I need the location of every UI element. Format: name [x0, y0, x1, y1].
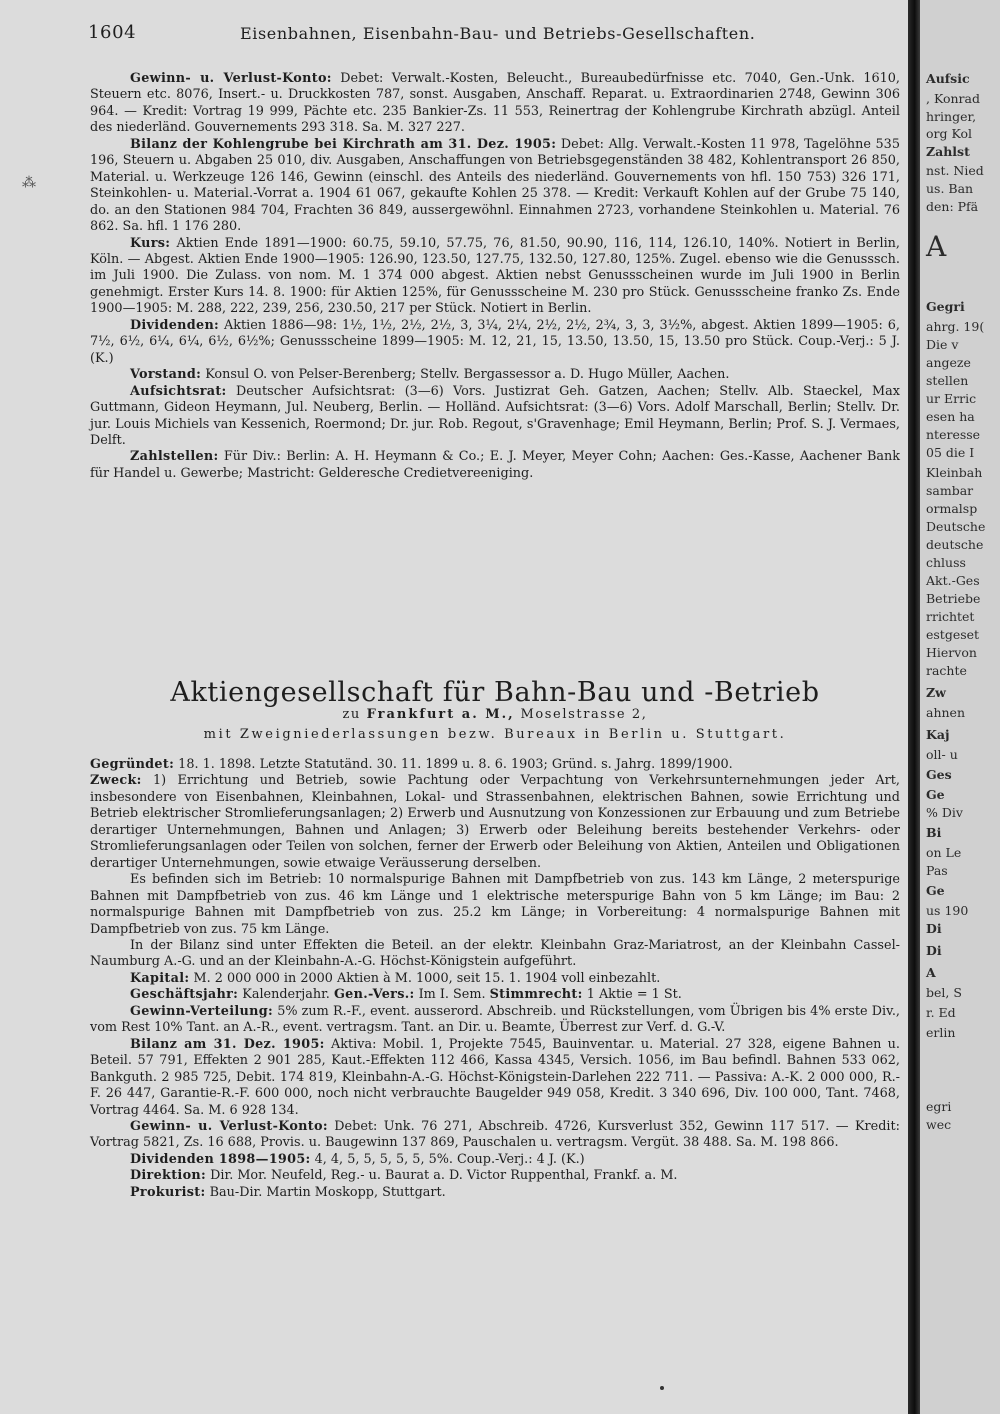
- right-page-fragment: sambar: [926, 483, 974, 498]
- right-page-fragment: Kleinbah: [926, 465, 983, 480]
- right-page-fragment: esen ha: [926, 409, 975, 424]
- paragraph-kurs: Kurs: Aktien Ende 1891—1900: 60.75, 59.10, 57.75, 76, 81.50, 90.90, 116, 114, 126.10, 140%. Notiert in Berlin, Köln. — Abgest. Aktien Ende 1900—1905: 126.90, 123.50, 127.75, 132.50, 127.80, 125%. Zugel. ebenso wie die Genusssch. im Juli 1900. Die Zulass. von nom. M. 1 374 000 abgest. Aktien nebst Genussscheinen wurde im Juli 1900 in Berlin genehmigt. Erster Kurs 14. 8. 1900: für Aktien 125%, für Genussscheine M. 230 pro Stück. Genussscheine franko Zs. Ende 1900—1905: M. 288, 222, 239, 256, 230.50, 217 per Stück. Notiert in Berlin.: [90, 235, 900, 317]
- paragraph-kapital: Kapital: M. 2 000 000 in 2000 Aktien à M. 1000, seit 15. 1. 1904 voll einbezahlt.: [130, 970, 661, 986]
- paragraph-zweck: Zweck: 1) Errichtung und Betrieb, sowie Pachtung oder Verpachtung von Verkehrsunternehmungen jeder Art, insbesondere von Eisenbahnen, Kleinbahnen, Lokal- und Strassenbahnen, elektrischen Bahnen, sowie Errichtung und Betrieb elektrischer Stromlieferungsanlagen; 2) Erwerb und Ausnutzung von Konzessionen zur Erbauung und zum Betriebe derartiger Unternehmungen, Bahnen und Anlagen; 3) Erwerb oder Beleihung bereits bestehender Verkehrs- oder Stromlieferungsanlagen oder Teilen von solchen, ferner der Erwerb oder Beleihung von Aktien, Anteilen und Obligationen derartiger Unternehmungen, sowie etwaige Veräusserung derselben.: [90, 773, 900, 871]
- paragraph-betrieb: Es befinden sich im Betrieb: 10 normalspurige Bahnen mit Dampfbetrieb von zus. 143 km Länge, 2 meterspurige Bahnen mit Dampfbetrieb von zus. 46 km Länge und 1 elektrische meterspurige Bahn von 5 km Länge; im Bau: 2 normalspurige Bahnen mit Dampfbetrieb von zus. 25.2 km Länge; in Vorbereitung: 4 normalspurige Bahnen mit Dampfbetrieb von zus. 75 km Länge.: [90, 872, 900, 937]
- right-page-fragment: ahnen: [926, 705, 966, 720]
- paragraph-geschaeftsjahr: Geschäftsjahr: Kalenderjahr. Gen.-Vers.: Im I. Sem. Stimmrecht: 1 Aktie = 1 St.: [130, 987, 682, 1003]
- right-page-fragment: erlin: [926, 1025, 956, 1040]
- right-page-fragment: Kaj: [926, 727, 950, 742]
- running-title: Eisenbahnen, Eisenbahn-Bau- und Betriebs-Gesellschaften.: [240, 24, 756, 43]
- paragraph-bilanz: Bilanz am 31. Dez. 1905: Aktiva: Mobil. 1, Projekte 7545, Bauinventar. u. Material. 27 328, eigene Bahnen u. Beteil. 57 791, Effekten 2 901 285, Kaut.-Effekten 112 466, Kassa 4345, Versich. 1056, im Bau befindl. Bahnen 533 062, Bankguth. 2 985 725, Debit. 174 819, Kleinbahn-A.-G. Höchst-Königstein-Darlehen 222 711. — Passiva: A.-K. 2 000 000, R.-F. 26 447, Garantie-R.-F. 600 000, noch nicht verbrauchte Baugelder 949 058, Kredit. 3 340 696, Div. 100 000, Tant. 7468, Vortrag 4464. Sa. M. 6 928 134.: [90, 1036, 900, 1118]
- right-page-fragment: Die v: [926, 337, 959, 352]
- right-page-fragment: estgeset: [926, 627, 980, 642]
- right-page-fragment: stellen: [926, 373, 969, 388]
- right-page-fragment: rrichtet: [926, 609, 975, 624]
- paragraph-dividenden: Dividenden: Aktien 1886—98: 1½, 1½, 2½, 2½, 3, 3¼, 2¼, 2½, 2½, 2¾, 3, 3, 3½%, abgest. Aktien 1899—1905: 6, 7½, 6½, 6¼, 6¼, 6½, 6½%; Genussscheine 1899—1905: M. 12, 21, 15, 13.50, 13.50, 15, 13.50 pro Stück. Coup.-Verj.: 5 J. (K.): [90, 317, 900, 366]
- right-page-fragment: chluss: [926, 555, 966, 570]
- book-gutter: [908, 0, 920, 1414]
- right-page-fragment: Bi: [926, 825, 942, 840]
- paragraph-direktion: Direktion: Dir. Mor. Neufeld, Reg.- u. Baurat a. D. Victor Ruppenthal, Frankf. a. M.: [130, 1168, 678, 1184]
- paragraph-gewinn-verteilung: Gewinn-Verteilung: 5% zum R.-F., event. ausserord. Abschreib. und Rückstellungen, vom Übrigen bis 4% erste Div., vom Rest 10% Tant. an A.-R., event. vertragsm. Tant. an Dir. u. Beamte, Überrest zur Verf. d. G.-V.: [90, 1003, 900, 1036]
- right-page-fragment: Zw: [926, 685, 946, 700]
- right-page-fragment: A: [926, 965, 936, 980]
- paragraph-gewinn: Gewinn- u. Verlust-Konto: Debet: Verwalt.-Kosten, Beleucht., Bureaubedürfnisse etc. 7040, Gen.-Unk. 1610, Steuern etc. 8076, Insert.- u. Druckkosten 787, sonst. Ausgaben, Anschaff. Reparat. u. Extraordinarien 2748, Gewinn 306 964. — Kredit: Vortrag 19 999, Pächte etc. 235 Bankier-Zs. 11 553, Reinertrag der Kohlengrube Kirchrath abzügl. Anteil des niederländ. Gouvernements 293 318. Sa. M. 327 227.: [90, 71, 900, 136]
- right-page-fragment: den: Pfä: [926, 199, 979, 214]
- right-page-fragment: Pas: [926, 863, 948, 878]
- right-page-fragment: wec: [926, 1117, 952, 1132]
- right-page-fragment: rachte: [926, 663, 967, 678]
- right-page-fragment: nst. Nied: [926, 163, 984, 178]
- paragraph-prokurist: Prokurist: Bau-Dir. Martin Moskopp, Stuttgart.: [130, 1184, 446, 1200]
- company1-entry: [90, 71, 900, 482]
- paragraph-gewinn-verlust: Gewinn- u. Verlust-Konto: Debet: Unk. 76 271, Abschreib. 4726, Kursverlust 352, Gewinn 117 517. — Kredit: Vortrag 5821, Zs. 16 688, Provis. u. Baugewinn 137 869, Pauschalen u. vertragsm. Vergüt. 38 488. Sa. M. 198 866.: [90, 1118, 900, 1151]
- right-page-fragment: on Le: [926, 845, 962, 860]
- right-page-fragment: r. Ed: [926, 1005, 956, 1020]
- company2-location: zu Frankfurt a. M., Moselstrasse 2,: [342, 707, 648, 722]
- paragraph-effekten: In der Bilanz sind unter Effekten die Beteil. an der elektr. Kleinbahn Graz-Mariatrost, an der Kleinbahn Cassel-Naumburg A.-G. und an der Kleinbahn-A.-G. Höchst-Königstein aufgeführt.: [90, 937, 900, 970]
- right-page-fragment: , Konrad: [926, 91, 980, 106]
- right-page-fragment: org Kol: [926, 126, 973, 141]
- right-page-fragment: bel, S: [926, 985, 962, 1000]
- right-page-fragment: Ges: [926, 767, 952, 782]
- company2-title: Aktiengesellschaft für Bahn-Bau und -Betrieb: [170, 677, 820, 708]
- right-page-fragment: Ge: [926, 787, 945, 802]
- margin-mark: ⁂: [22, 175, 36, 191]
- right-page-fragment: Aufsic: [926, 71, 970, 86]
- right-page-fragment: oll- u: [926, 747, 958, 762]
- right-page-fragment: Betriebe: [926, 591, 981, 606]
- right-page-fragment: deutsche: [926, 537, 984, 552]
- right-page-fragment: Deutsche: [926, 519, 986, 534]
- right-page-fragment: A: [926, 230, 947, 263]
- paragraph-aufsichtsrat: Aufsichtsrat: Deutscher Aufsichtsrat: (3—6) Vors. Justizrat Geh. Gatzen, Aachen; Stellv. Alb. Staeckel, Max Guttmann, Gideon Heymann, Jul. Neuberg, Berlin. — Holländ. Aufsichtsrat: (3—6) Vors. Adolf Marschall, Berlin; Stellv. Dr. jur. Louis Michiels van Kessenich, Roermond; Dr. jur. Rob. Regout, s'Gravenhage; Emil Heymann, Berlin; Prof. S. J. Vermaes, Delft.: [90, 383, 900, 448]
- right-page-fragment: ormalsp: [926, 501, 978, 516]
- right-page-edge: [920, 0, 1000, 1414]
- right-page-fragment: ur Erric: [926, 391, 977, 406]
- right-page-fragment: 05 die I: [926, 445, 975, 460]
- right-page-fragment: us. Ban: [926, 181, 974, 196]
- right-page-fragment: Akt.-Ges: [926, 573, 980, 588]
- print-speck: [660, 1386, 664, 1390]
- right-page-fragment: nteresse: [926, 427, 981, 442]
- paragraph-dividenden-2: Dividenden 1898—1905: 4, 4, 5, 5, 5, 5, 5, 5%. Coup.-Verj.: 4 J. (K.): [130, 1151, 585, 1167]
- right-page-fragment: ahrg. 19(: [926, 319, 985, 334]
- right-page-fragment: % Div: [926, 805, 963, 820]
- right-page-fragment: us 190: [926, 903, 969, 918]
- paragraph-gegruendet: Gegründet: 18. 1. 1898. Letzte Statutänd. 30. 11. 1899 u. 8. 6. 1903; Gründ. s. Jahrg. 1899/1900.: [90, 757, 733, 772]
- company2-entry: [90, 757, 900, 1201]
- paragraph-vorstand: Vorstand: Konsul O. von Pelser-Berenberg; Stellv. Bergassessor a. D. Hugo Müller, Aachen.: [130, 367, 730, 383]
- paragraph-zahlstellen: Zahlstellen: Für Div.: Berlin: A. H. Heymann & Co.; E. J. Meyer, Meyer Cohn; Aachen: Ges.-Kasse, Aachener Bank für Handel u. Gewerbe; Mastricht: Gelderesche Credietvereeniging.: [90, 449, 900, 481]
- right-page-fragment: Zahlst: [926, 144, 970, 159]
- right-page-fragment: Di: [926, 921, 942, 936]
- paragraph-bilanz-kohlengrube: Bilanz der Kohlengrube bei Kirchrath am 31. Dez. 1905: Debet: Allg. Verwalt.-Kosten 11 978, Tagelöhne 535 196, Steuern u. Abgaben 25 010, div. Ausgaben, Anschaffungen von Betriebsgegenständen 38 482, Kohlentransport 26 850, Material. u. Werkzeuge 126 146, Gewinn (einschl. des Anteils des niederländ. Gouvernements von hfl. 150 753) 326 171, Steinkohlen- u. Material.-Vorrat a. 1904 61 067, gekaufte Kohlen 25 378. — Kredit: Verkauft Kohlen auf der Grube 75 140, do. an den Stationen 984 704, Frachten 36 849, aussergewöhnl. Einnahmen 2723, vorhandene Steinkohlen u. Material. 76 862. Sa. hfl. 1 176 280.: [90, 136, 900, 235]
- right-page-fragment: hringer,: [926, 109, 977, 124]
- page-number: 1604: [88, 22, 137, 43]
- company2-branches: mit Zweigniederlassungen bezw. Bureaux in Berlin u. Stuttgart.: [203, 727, 787, 742]
- right-page-fragment: Gegri: [926, 299, 965, 314]
- right-page-fragment: Hiervon: [926, 645, 977, 660]
- right-page-fragment: Di: [926, 943, 942, 958]
- right-page-fragment: angeze: [926, 355, 971, 370]
- right-page-fragment: Ge: [926, 883, 945, 898]
- right-page-fragment: egri: [926, 1099, 952, 1114]
